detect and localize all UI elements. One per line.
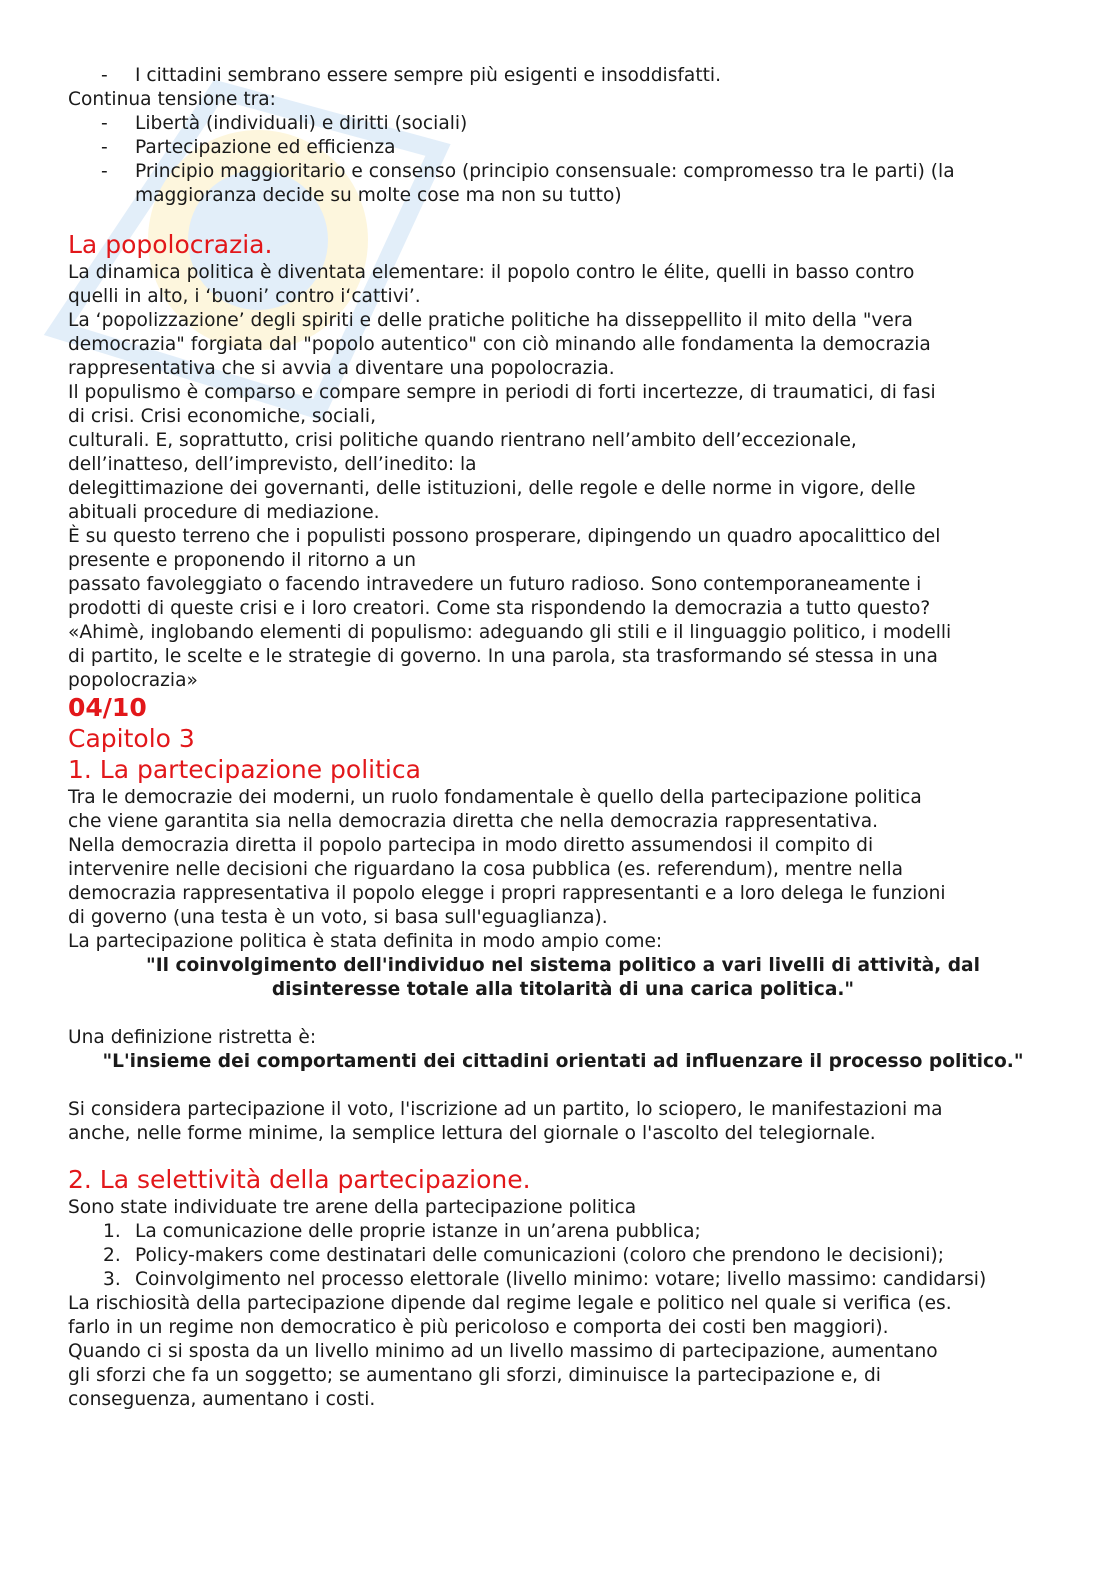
paragraph-line: farlo in un regime non democratico è più pericoloso e comporta dei costi ben maggiori).	[68, 1317, 889, 1338]
tension-intro: Continua tensione tra:	[68, 89, 276, 110]
paragraph-line: di governo (una testa è un voto, si basa sull'eguaglianza).	[68, 907, 608, 928]
bullet-mark: -	[101, 137, 108, 158]
paragraph-line: dell’inatteso, dell’imprevisto, dell’inedito: la	[68, 454, 477, 475]
paragraph-line: La rischiosità della partecipazione dipende dal regime legale e politico nel quale si verifica (es.	[68, 1293, 952, 1314]
list-item-text: La comunicazione delle proprie istanze in un’arena pubblica;	[135, 1221, 701, 1242]
paragraph-line: delegittimazione dei governanti, delle istituzioni, delle regole e delle norme in vigore, delle	[68, 478, 916, 499]
list-item	[68, 136, 1058, 160]
list-item-text: Coinvolgimento nel processo elettorale (livello minimo: votare; livello massimo: candidarsi)	[135, 1269, 987, 1290]
paragraph-line: democrazia" forgiata dal "popolo autentico" con ciò minando alle fondamenta la democrazia	[68, 334, 931, 355]
section-heading-partecipazione: 1. La partecipazione politica	[68, 755, 421, 784]
section-heading-selettivita: 2. La selettività della partecipazione.	[68, 1165, 531, 1194]
paragraph-line: Quando ci si sposta da un livello minimo ad un livello massimo di partecipazione, aumentano	[68, 1341, 938, 1362]
paragraph-line: La ‘popolizzazione’ degli spiriti e delle pratiche politiche ha disseppellito il mito della "vera	[68, 310, 913, 331]
paragraph-line: che viene garantita sia nella democrazia diretta che nella democrazia rappresentativa.	[68, 811, 879, 832]
paragraph-line: La dinamica politica è diventata elementare: il popolo contro le élite, quelli in basso contro	[68, 262, 915, 283]
definition-quote-broad: "Il coinvolgimento dell'individuo nel sistema politico a vari livelli di attività, dal disinteresse totale alla titolarità di una carica politica."	[146, 955, 980, 1000]
chapter-heading: Capitolo 3	[68, 724, 195, 753]
list-item-text: Partecipazione ed efficienza	[135, 137, 396, 158]
definition-quote-narrow: "L'insieme dei comportamenti dei cittadini orientati ad influenzare il processo politico."	[102, 1051, 1024, 1072]
list-item	[68, 1268, 1058, 1292]
list-item	[68, 160, 1058, 208]
list-item-text: I cittadini sembrano essere sempre più esigenti e insoddisfatti.	[135, 65, 721, 86]
paragraph-line: «Ahimè, inglobando elementi di populismo: adeguando gli stili e il linguaggio politico, i modelli	[68, 622, 952, 643]
list-number: 3.	[103, 1269, 121, 1290]
paragraph-line: È su questo terreno che i populisti possono prosperare, dipingendo un quadro apocalittico del	[68, 526, 941, 547]
paragraph-line: culturali. E, soprattutto, crisi politiche quando rientrano nell’ambito dell’eccezionale,	[68, 430, 857, 451]
bullet-mark: -	[101, 161, 108, 182]
list-item-text: Principio maggioritario e consenso (principio consensuale: compromesso tra le parti) (la maggioranza decide su molte cose ma non su tutto)	[135, 161, 955, 206]
paragraph-line: presente e proponendo il ritorno a un	[68, 550, 417, 571]
bullet-mark: -	[101, 113, 108, 134]
paragraph-line: gli sforzi che fa un soggetto; se aumentano gli sforzi, diminuisce la partecipazione e, di	[68, 1365, 881, 1386]
list-item	[68, 1220, 1058, 1244]
paragraph-line: abituali procedure di mediazione.	[68, 502, 380, 523]
paragraph-line: anche, nelle forme minime, la semplice lettura del giornale o l'ascolto del telegiornale.	[68, 1123, 876, 1144]
paragraph-line: di partito, le scelte e le strategie di governo. In una parola, sta trasformando sé stessa in una	[68, 646, 938, 667]
section-heading-popolocrazia: La popolocrazia.	[68, 230, 273, 259]
paragraph-line: prodotti di queste crisi e i loro creatori. Come sta rispondendo la democrazia a tutto questo?	[68, 598, 931, 619]
list-item	[68, 64, 1058, 88]
document-page	[68, 64, 1058, 1412]
paragraph-line: passato favoleggiato o facendo intravedere un futuro radioso. Sono contemporaneamente i	[68, 574, 922, 595]
list-number: 2.	[103, 1245, 121, 1266]
paragraph-line: rappresentativa che si avvia a diventare una popolocrazia.	[68, 358, 615, 379]
paragraph-line: democrazia rappresentativa il popolo elegge i propri rappresentanti e a loro delega le funzioni	[68, 883, 946, 904]
paragraph-line: Si considera partecipazione il voto, l'iscrizione ad un partito, lo sciopero, le manifestazioni ma	[68, 1099, 943, 1120]
list-item	[68, 112, 1058, 136]
lecture-date: 04/10	[68, 693, 147, 722]
paragraph-line: Nella democrazia diretta il popolo partecipa in modo diretto assumendosi il compito di	[68, 835, 874, 856]
paragraph-line: Il populismo è comparso e compare sempre in periodi di forti incertezze, di traumatici, di fasi	[68, 382, 936, 403]
paragraph-line: La partecipazione politica è stata definita in modo ampio come:	[68, 931, 663, 952]
paragraph-line: di crisi. Crisi economiche, sociali,	[68, 406, 376, 427]
paragraph-line: intervenire nelle decisioni che riguardano la cosa pubblica (es. referendum), mentre nella	[68, 859, 904, 880]
paragraph-line: popolocrazia»	[68, 670, 198, 691]
paragraph-line: conseguenza, aumentano i costi.	[68, 1389, 376, 1410]
list-item-text: Libertà (individuali) e diritti (sociali)	[135, 113, 468, 134]
paragraph-line: Tra le democrazie dei moderni, un ruolo fondamentale è quello della partecipazione politica	[68, 787, 922, 808]
bullet-mark: -	[101, 65, 108, 86]
list-item-text: Policy-makers come destinatari delle comunicazioni (coloro che prendono le decisioni);	[135, 1245, 944, 1266]
paragraph-line: Sono state individuate tre arene della partecipazione politica	[68, 1197, 637, 1218]
paragraph-line: quelli in alto, i ‘buoni’ contro i‘cattivi’.	[68, 286, 421, 307]
list-item	[68, 1244, 1058, 1268]
paragraph-line: Una definizione ristretta è:	[68, 1027, 317, 1048]
list-number: 1.	[103, 1221, 121, 1242]
